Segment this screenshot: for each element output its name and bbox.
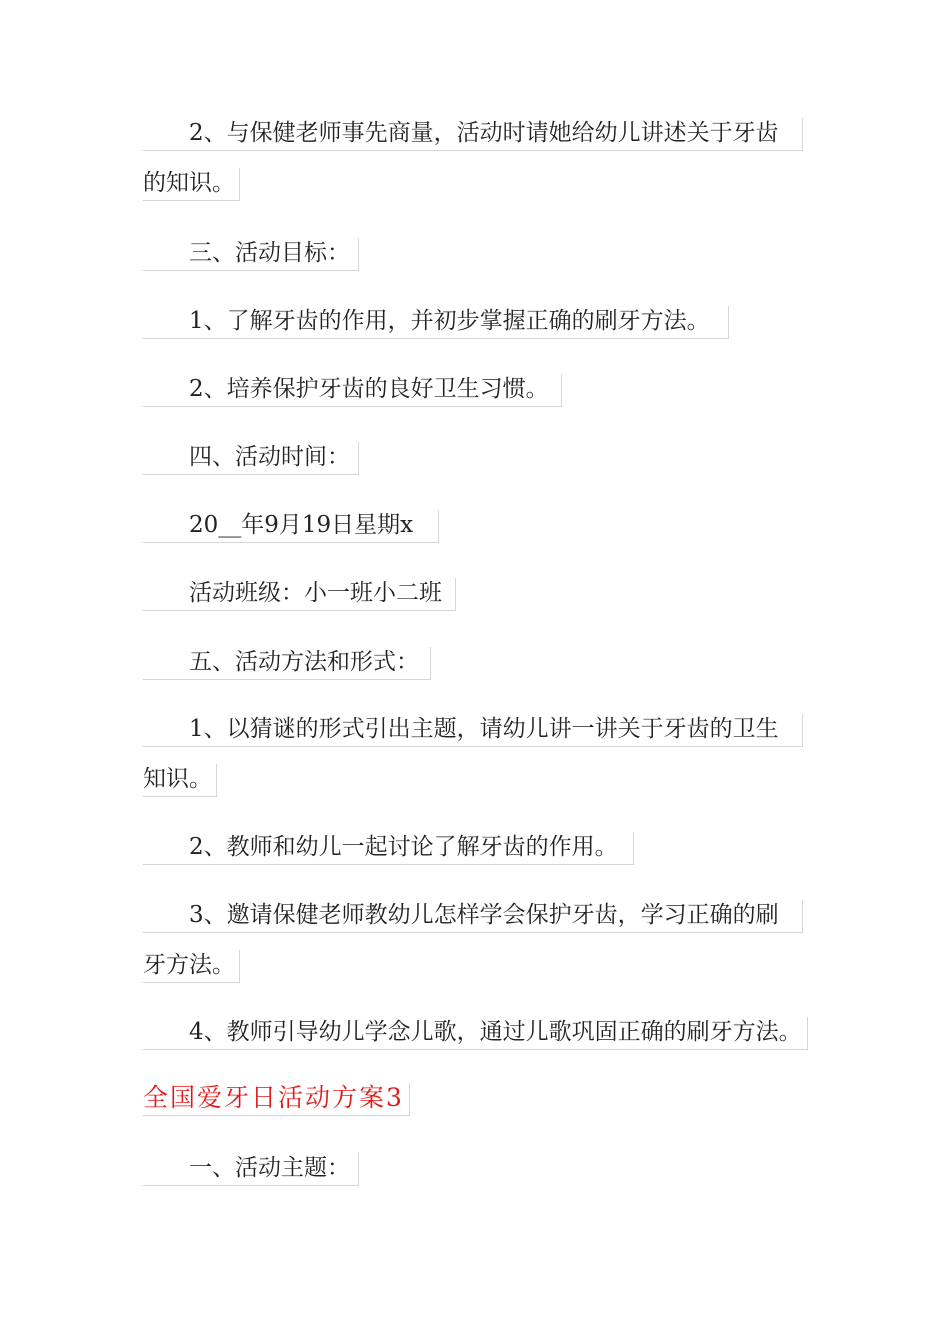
paragraph-line: 4、教师引导幼儿学念儿歌，通过儿歌巩固正确的刷牙方法。 <box>143 1017 808 1050</box>
paragraph-line: 20__年9月19日星期x <box>143 510 439 543</box>
paragraph-line: 牙方法。 <box>143 950 240 983</box>
section-title: 五、活动方法和形式： <box>143 647 431 680</box>
paragraph-line: 1、了解牙齿的作用，并初步掌握正确的刷牙方法。 <box>143 306 729 339</box>
paragraph-line: 知识。 <box>143 764 217 797</box>
paragraph-line: 1、以猜谜的形式引出主题，请幼儿讲一讲关于牙齿的卫生 <box>143 714 803 747</box>
section-title: 一、活动主题： <box>143 1153 359 1186</box>
paragraph-line: 的知识。 <box>143 168 240 201</box>
section-title: 三、活动目标： <box>143 238 359 271</box>
paragraph-line: 2、与保健老师事先商量，活动时请她给幼儿讲述关于牙齿 <box>143 118 803 151</box>
paragraph-line: 活动班级：小一班小二班 <box>143 578 456 611</box>
paragraph-line: 2、教师和幼儿一起讨论了解牙齿的作用。 <box>143 832 634 865</box>
section-title: 四、活动时间： <box>143 442 359 475</box>
section-heading: 全国爱牙日活动方案3 <box>143 1083 410 1116</box>
paragraph-line: 2、培养保护牙齿的良好卫生习惯。 <box>143 374 562 407</box>
paragraph-line: 3、邀请保健老师教幼儿怎样学会保护牙齿，学习正确的刷 <box>143 900 803 933</box>
